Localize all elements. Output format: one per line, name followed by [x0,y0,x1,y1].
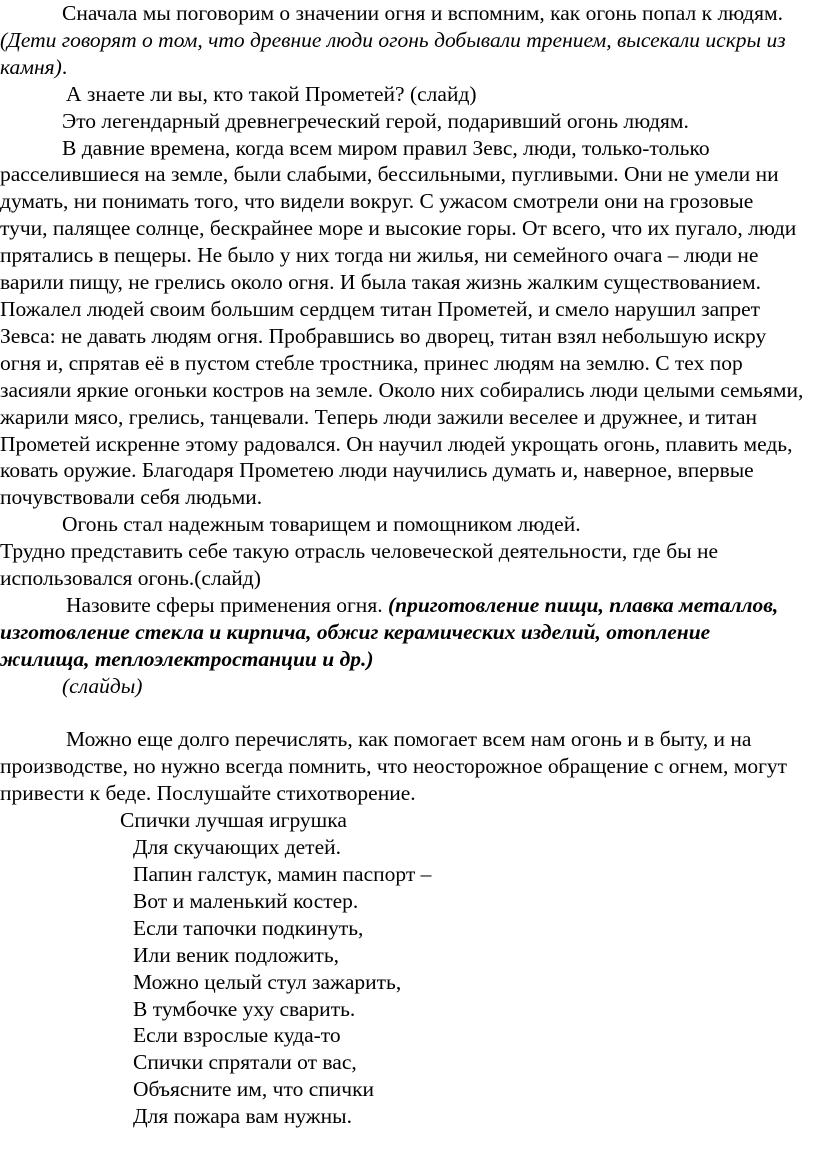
poem-line: Для скучающих детей. [133,835,341,860]
poem-line: Если тапочки подкинуть, [133,915,364,940]
intro-text: Сначала мы поговорим о значении огня и вспомним, как огонь попал к людям. [62,1,783,25]
poem [0,807,804,1130]
fire-caution-paragraph: Можно еще долго перечислять, как помогает всем нам огонь и в быту, и на производстве, но нужно всегда помнить, что неосторожное обращение с огнем, могут привести к беде. Послушайте стихотворение. [0,727,788,806]
poem-line: Объясните им, что спички [133,1077,375,1102]
fire-companion-paragraph: Огонь стал надежным товарищем и помощником людей. [62,512,581,537]
intro-paragraph [0,0,804,81]
prometheus-story: В давние времена, когда всем миром правил Зевс, люди, только-только расселившиеся на земле, были слабыми, бессильными, пугливыми. Они не умели ни думать, ни понимать того, что видели вокруг. С ужасом смотрели они на грозовые тучи, палящее солнце, бескрайнее море и высокие горы. От всего, что их пугало, люди прятались в пещеры. Не было у них тогда ни жилья, ни семейного очага – люди не варили пищу, не грелись около огня. И была такая жизнь жалким существованием. Пожалел людей своим большим сердцем титан Прометей, и смело нарушил запрет Зевса: не давать людям огня. Пробравшись во дворец, титан взял небольшую искру огня и, спрятав её в пустом стебле тростника, принес людям на землю. С тех пор засияли яркие огоньки костров на земле. Около них собирались люди целыми семьями, жарили мясо, грелись, танцевали. Теперь люди зажили веселее и дружнее, и титан Прометей искренне этому радовался. Он научил людей укрощать огонь, плавить медь, ковать оружие. Благодаря Прометею люди научились думать и, наверное, впервые почувствовали себя людьми. [0,135,804,510]
intro-italic-note: (Дети говорят о том, что древние люди огонь добывали трением, высекали искры из камня) [0,27,786,79]
prometheus-question: А знаете ли вы, кто такой Прометей? (слайд) [66,81,477,106]
blank-line [0,700,804,727]
fire-spheres-text: Назовите сферы применения огня. [66,592,388,617]
fire-spheres-paragraph [0,592,804,673]
poem-line: Можно целый стул зажарить, [133,969,402,994]
fire-spheres-answer: (приготовление пищи, плавка металлов, изготовление стекла и кирпича, обжиг керамических изделий, отопление жилища, теплоэлектростанции и др.) [0,592,779,671]
poem-line: Спички лучшая игрушка [120,808,347,833]
poem-line: Спички спрятали от вас, [133,1050,357,1075]
poem-line: Или веник подложить, [133,942,339,967]
poem-line: Вот и маленький костер. [133,888,359,913]
poem-line: Для пожара вам нужны. [133,1104,352,1129]
slides-note: (слайды) [62,673,143,698]
intro-tail: . [61,54,68,79]
prometheus-definition: Это легендарный древнегреческий герой, подаривший огонь людям. [62,108,689,133]
fire-usage-paragraph: Трудно представить себе такую отрасль человеческой деятельности, где бы не использовался огонь.(слайд) [0,539,719,591]
poem-line: Если взрослые куда-то [133,1023,341,1048]
poem-line: Папин галстук, мамин паспорт – [133,861,432,886]
poem-line: В тумбочке уху сварить. [133,996,356,1021]
